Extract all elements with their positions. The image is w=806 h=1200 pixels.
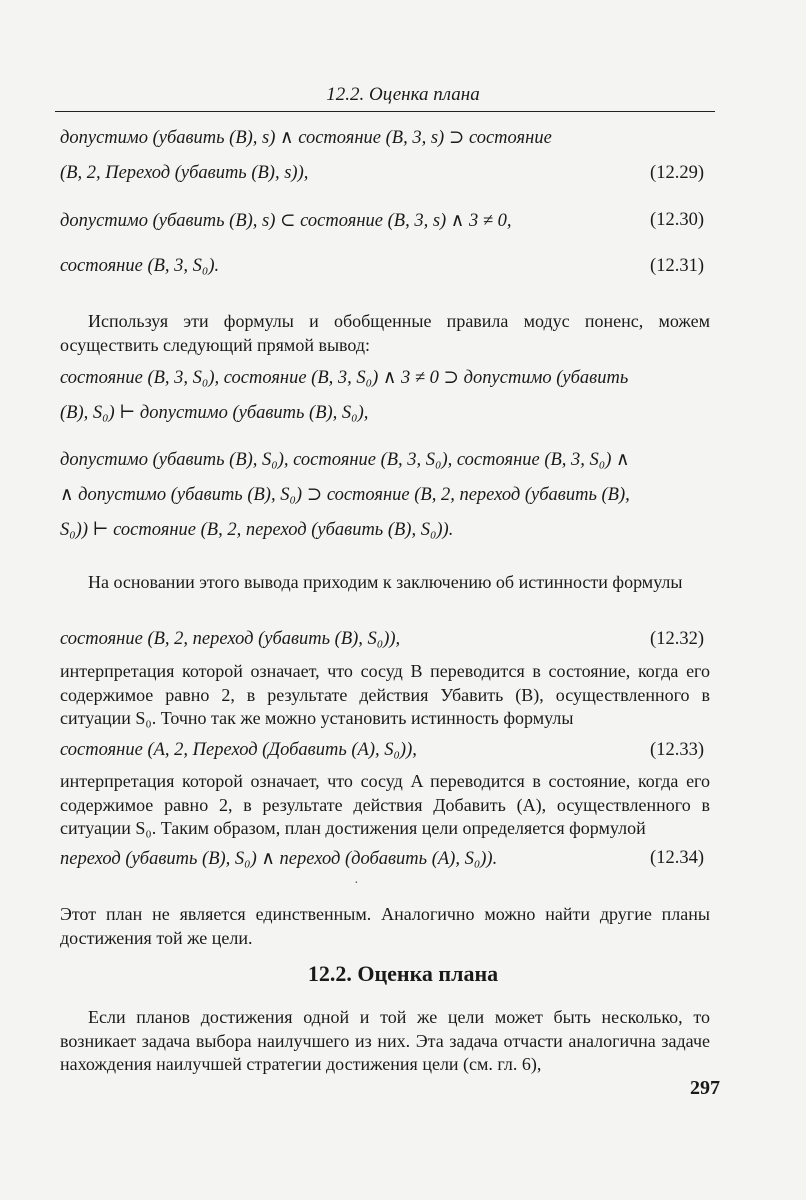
formula-line: ∧ допустимо (убавить (B), S₀) ⊃ состояние (B, 2, переход (убавить (B), (60, 485, 630, 505)
formula-line: состояние (B, 2, переход (убавить (B), S₀)), (60, 629, 401, 649)
running-header: 12.2. Оценка плана (326, 84, 480, 105)
stray-mark: · (354, 876, 359, 891)
section-heading: 12.2. Оценка плана (307, 961, 499, 986)
formula-line: состояние (B, 3, S₀). (60, 256, 220, 276)
formula-line: допустимо (убавить (B), s) ∧ состояние (B, 3, s) ⊃ состояние (60, 128, 552, 148)
formula-line: (B), S₀) ⊢ допустимо (убавить (B), S₀), (60, 403, 369, 423)
paragraph: Этот план не является единственным. Аналогично можно найти другие планы достижения той же цели. (60, 904, 710, 948)
formula-line: переход (убавить (B), S₀) ∧ переход (добавить (A), S₀)). (60, 849, 498, 869)
equation-number: (12.33) (650, 740, 704, 760)
page-number: 297 (690, 1077, 720, 1099)
paragraph: интерпретация которой означает, что сосуд B переводится в состояние, когда его содержимое равно 2, в результате действия Убавить (B), осуществленного в ситуации S₀. Точно так же можно установить истинность формулы (60, 661, 710, 728)
formula-line: (B, 2, Переход (убавить (B), s)), (60, 163, 309, 183)
formula-line: допустимо (убавить (B), s) ⊂ состояние (B, 3, s) ∧ 3 ≠ 0, (60, 211, 512, 231)
formula-line: состояние (A, 2, Переход (Добавить (A), S₀)), (60, 740, 417, 760)
paragraph: На основании этого вывода приходим к заключению об истинности формулы (88, 572, 683, 592)
equation-number: (12.32) (650, 629, 704, 649)
paragraph: интерпретация которой означает, что сосуд A переводится в состояние, когда его содержимое равно 2, в результате действия Добавить (A), осуществленного в ситуации S₀. Таким образом, план достижения цели определяется формулой (60, 771, 710, 838)
paragraph: Используя эти формулы и обобщенные правила модус поненс, можем осуществить следующий прямой вывод: (60, 311, 710, 355)
equation-number: (12.29) (650, 163, 704, 183)
formula-line: состояние (B, 3, S₀), состояние (B, 3, S₀) ∧ 3 ≠ 0 ⊃ допустимо (убавить (60, 368, 629, 388)
equation-number: (12.31) (650, 256, 704, 276)
formula-line: S₀)) ⊢ состояние (B, 2, переход (убавить (B), S₀)). (60, 520, 454, 540)
header-rule (55, 111, 715, 112)
formula-line: допустимо (убавить (B), S₀), состояние (B, 3, S₀), состояние (B, 3, S₀) ∧ (60, 450, 630, 470)
equation-number: (12.30) (650, 210, 704, 230)
equation-number: (12.34) (650, 848, 704, 868)
paragraph: Если планов достижения одной и той же цели может быть несколько, то возникает задача выбора наилучшего из них. Эта задача отчасти аналогична задаче нахождения наилучшей стратегии достижения цели (см. гл. 6), (60, 1007, 710, 1074)
